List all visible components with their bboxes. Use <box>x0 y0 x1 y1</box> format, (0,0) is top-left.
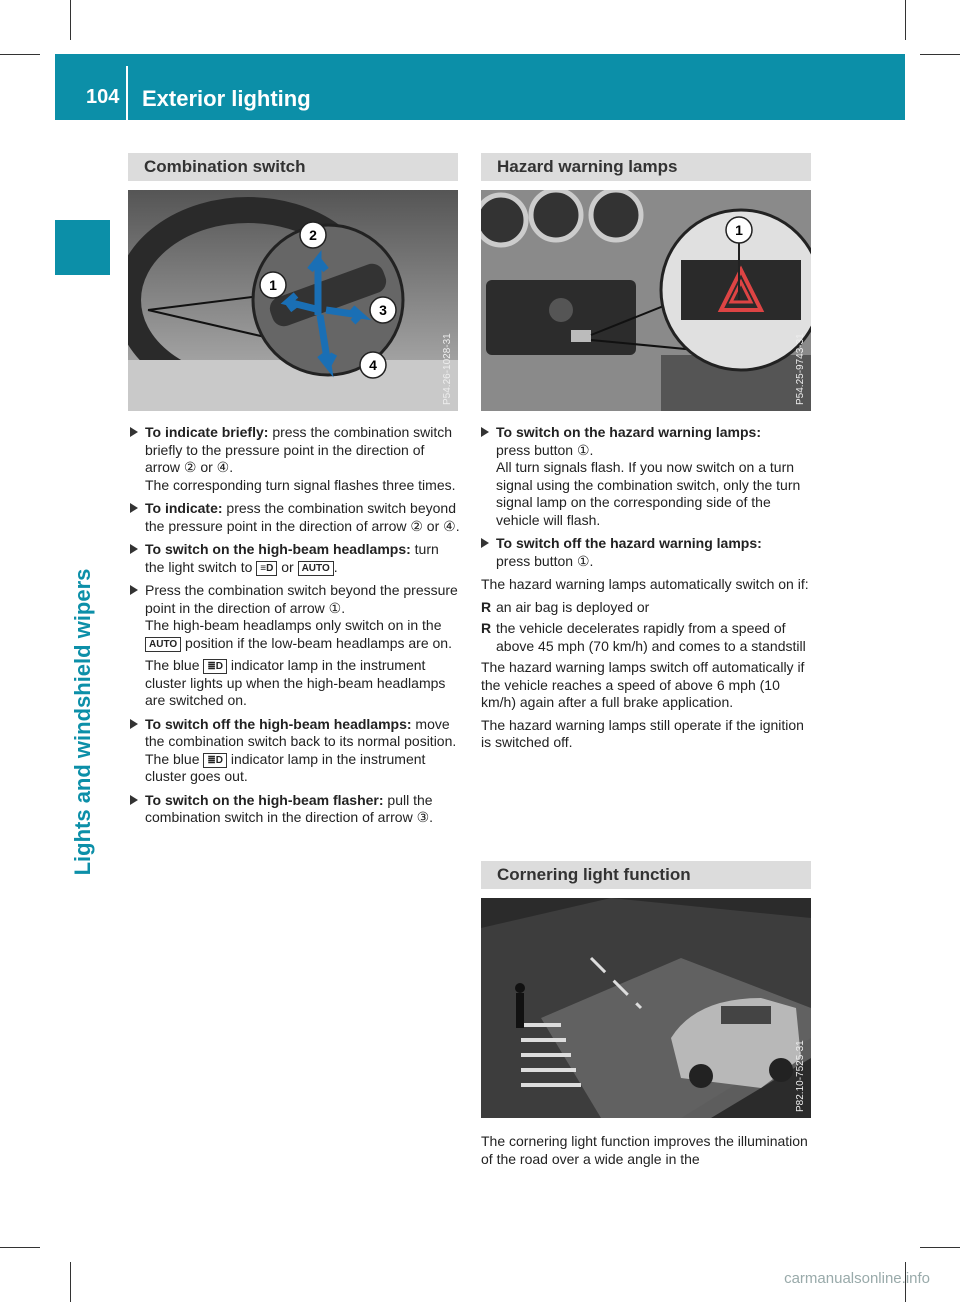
callout-3: 3 <box>379 302 387 318</box>
figure-code: P82.10-7525-31 <box>795 1040 806 1112</box>
step-indicate-briefly: To indicate briefly: press the combination switch briefly to the pressure point in the direction of arrow ② or ④. The corresponding turn signal flashes three times. <box>130 424 460 494</box>
page-number: 104 <box>86 86 120 108</box>
high-beam-indicator-icon: ≣D <box>203 753 227 768</box>
left-column-text <box>130 424 460 833</box>
step-hazard-off: To switch off the hazard warning lamps: press button ①. <box>481 535 811 570</box>
side-tab-label: Lights and windshield wipers <box>70 568 95 876</box>
step-arrow-icon <box>130 544 138 554</box>
low-beam-icon: ≡D <box>256 561 277 576</box>
paragraph: The hazard warning lamps still operate if the ignition is switched off. <box>481 716 804 750</box>
high-beam-indicator-icon: ≣D <box>203 659 227 674</box>
section-heading-cornering-light: Cornering light function <box>481 861 811 889</box>
cornering-text <box>481 1133 811 1173</box>
step-high-beam-flasher: To switch on the high-beam flasher: pull the combination switch in the direction of arrow ③. <box>130 792 460 827</box>
step-indicate: To indicate: press the combination switch beyond the pressure point in the direction of arrow ② or ④. <box>130 500 460 535</box>
step-press-beyond: Press the combination switch beyond the pressure point in the direction of arrow ①. The high-beam headlamps only switch on in the AUTO position if the low-beam headlamps are on. The blue ≣D indicator lamp in the instrument cluster lights up when the high-beam headlamps are switched on. <box>130 582 460 710</box>
header-divider <box>126 66 128 120</box>
watermark: carmanualsonline.info <box>784 1270 930 1287</box>
step-arrow-icon <box>481 538 489 548</box>
crop-mark <box>920 1247 960 1248</box>
crop-mark <box>70 0 71 40</box>
combination-switch-figure <box>128 190 458 411</box>
step-arrow-icon <box>481 427 489 437</box>
hazard-lamps-figure <box>481 190 811 411</box>
bullet-icon: R <box>481 598 492 615</box>
step-arrow-icon <box>130 585 138 595</box>
step-arrow-icon <box>130 795 138 805</box>
step-arrow-icon <box>130 719 138 729</box>
crop-mark <box>905 0 906 40</box>
paragraph: The hazard warning lamps switch off automatically if the vehicle reaches a speed of above 6 mph (10 km/h) again after a full brake application. <box>481 659 805 710</box>
paragraph: The cornering light function improves the illumination of the road over a wide angle in the <box>481 1133 808 1167</box>
side-tab-block <box>55 220 110 275</box>
auto-icon: AUTO <box>298 561 334 576</box>
step-high-beam-on: To switch on the high-beam headlamps: turn the light switch to ≡D or AUTO . <box>130 541 460 576</box>
crop-mark <box>70 1262 71 1302</box>
crop-mark <box>0 54 40 55</box>
callout-2: 2 <box>309 227 317 243</box>
step-arrow-icon <box>130 503 138 513</box>
section-heading-hazard-lamps: Hazard warning lamps <box>481 153 811 181</box>
crop-mark <box>920 54 960 55</box>
figure-code: P54.26-1028-31 <box>442 333 453 405</box>
hazard-callout-1: 1 <box>735 222 743 238</box>
page-title: Exterior lighting <box>142 86 311 111</box>
auto-icon: AUTO <box>145 637 181 652</box>
figure-code: P54.25-9743-31 <box>795 333 806 405</box>
bullet-item: R the vehicle decelerates rapidly from a speed of above 45 mph (70 km/h) and comes to a standstill <box>481 620 806 654</box>
paragraph: The hazard warning lamps automatically switch on if: <box>481 576 809 592</box>
step-hazard-on: To switch on the hazard warning lamps: press button ①. All turn signals flash. If you now switch on a turn signal using the combination switch, only the turn signal lamp on the corresponding side of the vehicle will flash. <box>481 424 811 529</box>
step-high-beam-off: To switch off the high-beam headlamps: move the combination switch back to its normal position. The blue ≣D indicator lamp in the instrument cluster goes out. <box>130 716 460 786</box>
callout-1: 1 <box>269 277 277 293</box>
bullet-icon: R <box>481 620 492 636</box>
section-heading-combination-switch: Combination switch <box>128 153 458 181</box>
callout-4: 4 <box>369 357 377 373</box>
crop-mark <box>0 1247 40 1248</box>
cornering-light-figure <box>481 898 811 1118</box>
right-column-text <box>481 424 811 757</box>
bullet-item: R an air bag is deployed or <box>481 598 650 615</box>
step-arrow-icon <box>130 427 138 437</box>
